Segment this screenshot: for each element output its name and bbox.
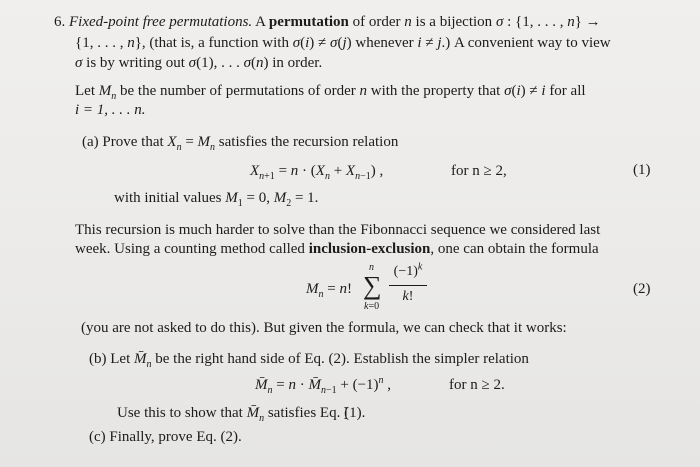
line2-text: (that is, a function with xyxy=(149,35,289,51)
math-Mn: $M_n$ xyxy=(98,83,117,102)
problem-heading: 6. Fixed-point free permutations. A permutation of order n is a bijection σ : {1, . . . , n} → xyxy=(54,14,601,30)
part-b-statement xyxy=(89,350,529,368)
equation-1: $X_{n+1} = n \cdot (X_n + X_{n-1})$ , xyxy=(250,163,384,182)
math-Mn-bar: $M̄_n$ xyxy=(134,351,152,370)
math-inequality: σ(i) ≠ σ(j) xyxy=(292,35,352,51)
fraction-bar xyxy=(389,285,427,286)
initial-text: with initial values xyxy=(114,190,222,206)
line3-text: in order. xyxy=(272,55,323,71)
intro-text: A xyxy=(255,14,266,30)
definition-text: Let xyxy=(75,83,95,99)
math-bijection: σ : {1, . . . , n} → xyxy=(495,14,601,30)
sum-symbol: ∑ xyxy=(363,271,382,300)
sum-upper-limit: n xyxy=(369,262,374,273)
equation-2-number: (2) xyxy=(633,281,651,297)
definition-line-2: i = 1, . . . n. xyxy=(75,102,146,118)
part-b-use-text: Use this to show that xyxy=(117,405,243,421)
math-sequence: σ(1), . . . σ(n) xyxy=(188,55,269,71)
equation-2-lhs: $M_n = n$! xyxy=(306,281,352,300)
part-a-statement xyxy=(82,133,398,151)
definition-text: for all xyxy=(549,83,586,99)
math-set: {1, . . . , n}, xyxy=(75,35,146,51)
paragraph-text: week. Using a counting method called xyxy=(75,241,305,257)
part-b-use-text: satisfies Eq. (1). xyxy=(267,405,366,421)
paragraph-after: (you are not asked to do this). But given the formula, we can check that it works: xyxy=(81,320,567,336)
intro-text: of order xyxy=(352,14,401,30)
problem-line-2 xyxy=(75,34,611,52)
part-b-use xyxy=(117,404,365,422)
definition-text: be the number of permutations of order xyxy=(120,83,356,99)
part-c-text: Finally, prove Eq. (2). xyxy=(109,429,242,445)
sum-lower-limit: k=0 xyxy=(364,301,380,312)
math-initial: $M_1 = 0$, $M_2 = 1$. xyxy=(225,190,319,209)
part-a-label: (a) xyxy=(82,134,99,150)
equation-1-number: (1) xyxy=(633,162,651,178)
part-b-text: be the right hand side of Eq. (2). Establish the simpler relation xyxy=(155,351,529,367)
part-b-label: (b) xyxy=(89,351,107,367)
equation-b-condition: for n ≥ 2. xyxy=(449,377,505,393)
problem-number: 6. xyxy=(54,14,66,30)
line3-text: is by writing out xyxy=(86,55,185,71)
initial-values xyxy=(114,189,318,207)
paragraph-line-1: This recursion is much harder to solve than the Fibonnacci sequence we considered last xyxy=(75,222,601,238)
problem-line-3: σ is by writing out σ(1), . . . σ(n) in order. xyxy=(75,55,323,71)
math-fixed-point: σ(i) ≠ i xyxy=(504,83,546,99)
definition-text: with the property that xyxy=(370,83,501,99)
part-c-statement xyxy=(89,428,242,446)
line2-text: .) A convenient way to view xyxy=(441,35,611,51)
term-permutation: permutation xyxy=(268,14,349,30)
part-a-text: Prove that xyxy=(102,134,164,150)
term-inclusion-exclusion: inclusion-exclusion xyxy=(308,241,431,257)
problem-title: Fixed-point free permutations. xyxy=(69,14,253,30)
paragraph-line-2 xyxy=(75,240,599,258)
part-c-label: (c) xyxy=(89,429,106,445)
intro-text: is a bijection xyxy=(415,14,493,30)
part-a-text: satisfies the recursion relation xyxy=(218,134,399,150)
equation-b: $M̄_n = n$ · $M̄_{n-1} + (-1)^n$ , xyxy=(255,375,392,396)
definition-line-1: Let $M_n$ be the number of permutations of order n with the property that σ(i) ≠ i for all xyxy=(75,83,586,102)
equation-1-condition: for n ≥ 2, xyxy=(451,163,507,179)
math-index-ineq: i ≠ j xyxy=(417,35,442,51)
fraction-numerator: $(-1)^k$ xyxy=(393,261,423,279)
line2-text: whenever xyxy=(355,35,414,51)
math-Mn-bar-2: $M̄_n$ xyxy=(246,405,265,424)
math-Xn-eq-Mn: $X_n = M_n$ xyxy=(167,134,216,153)
paragraph-text: , one can obtain the formula xyxy=(430,241,599,257)
fraction-denominator: k! xyxy=(402,289,414,304)
text-cursor-icon xyxy=(343,407,349,419)
part-b-text: Let xyxy=(110,351,131,367)
